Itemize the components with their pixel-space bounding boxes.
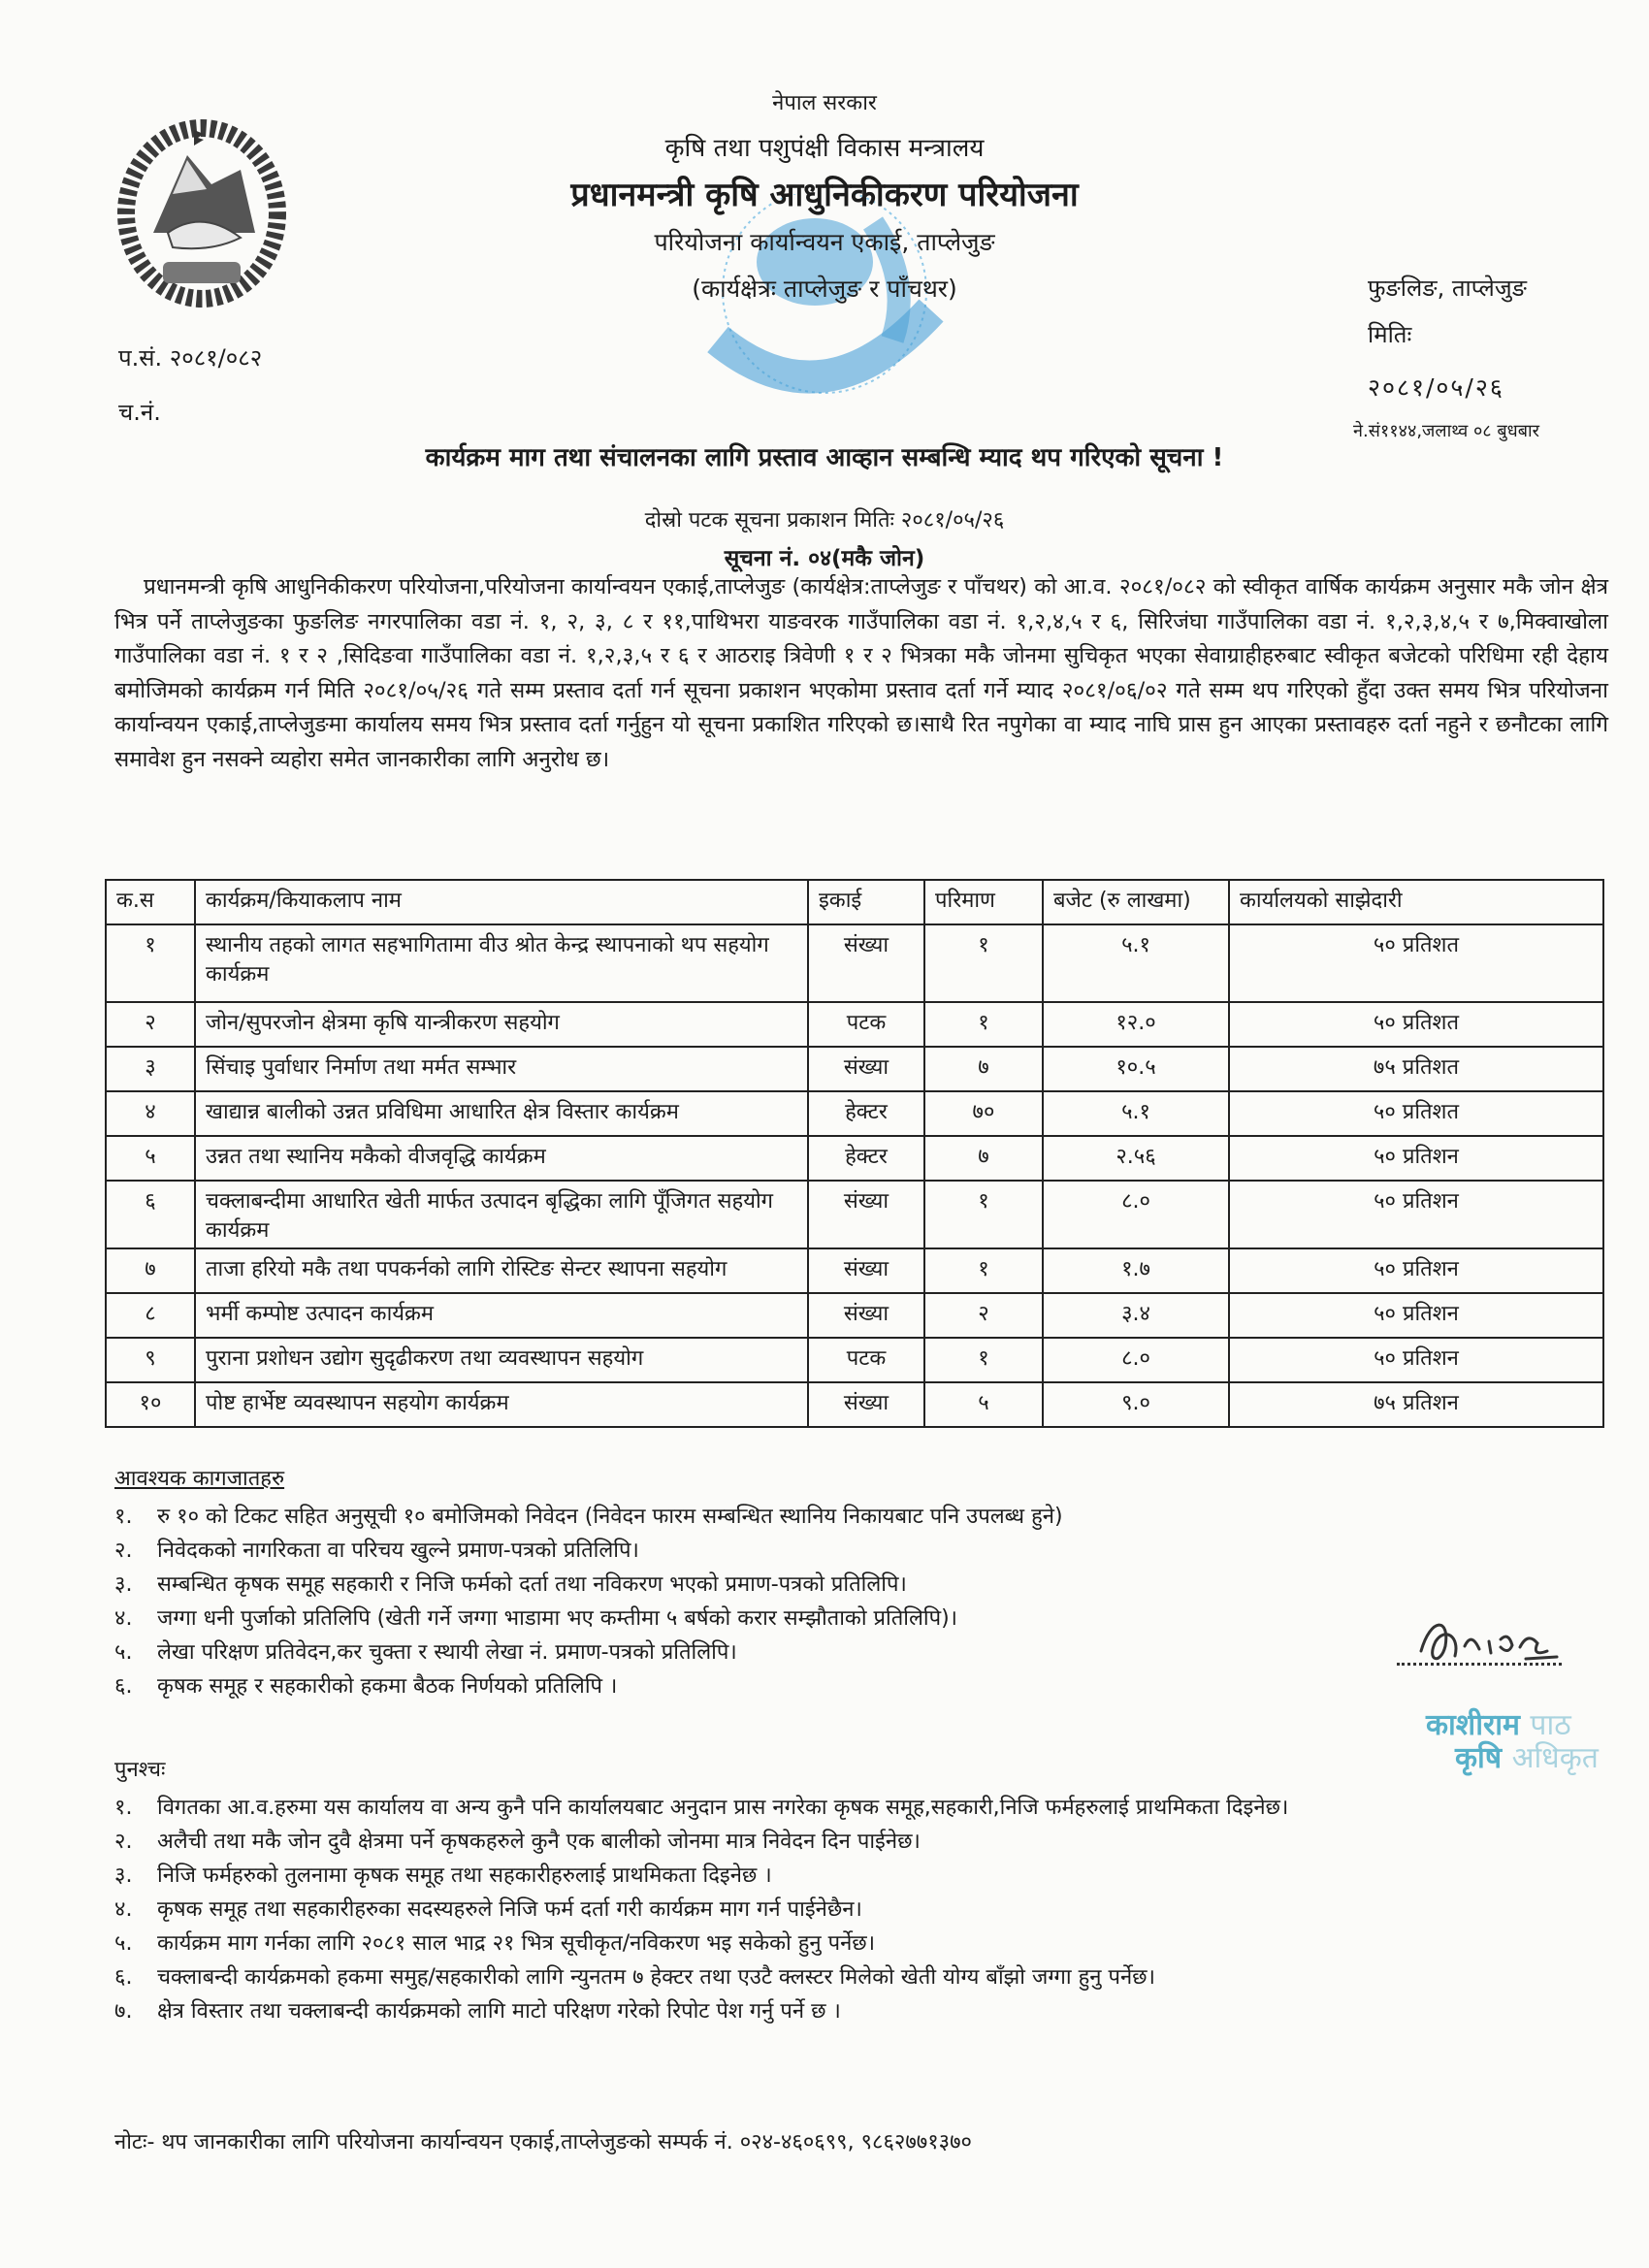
list-item: [114, 1602, 1063, 1636]
list-item-text: क्षेत्र विस्तार तथा चक्लाबन्दी कार्यक्रमको लागि माटो परिक्षण गरेको रिपोट पेश गर्नु पर्ने छ ।: [157, 1999, 841, 2024]
dispatch-number: च.नं.: [118, 399, 161, 426]
list-item: [114, 1960, 1288, 1994]
notice-number: सूचना नं. ०४(मकै जोन): [724, 546, 925, 571]
cell-quantity: ५: [924, 1382, 1043, 1427]
cell-quantity: ७: [924, 1047, 1043, 1091]
cell-quantity: १: [924, 1002, 1043, 1047]
cell-office-share: ७५ प्रतिशत: [1229, 1047, 1603, 1091]
list-item: [114, 1927, 1288, 1960]
list-item-text: जग्गा धनी पुर्जाको प्रतिलिपि (खेती गर्ने जग्गा भाडामा भए कम्तीमा ५ बर्षको करार सम्झौताको प्रतिलिपि)।: [157, 1606, 957, 1631]
list-item-text: अलैची तथा मकै जोन दुवै क्षेत्रमा पर्ने कृषकहरुले कुनै एक बालीको जोनमा मात्र निवेदन दिन पाईनेछ।: [157, 1830, 921, 1854]
cell-unit: पटक: [808, 1338, 924, 1382]
cell-quantity: १: [924, 1181, 1043, 1248]
project-name: प्रधानमन्त्री कृषि आधुनिकीकरण परियोजना: [570, 176, 1079, 214]
cell-office-share: ५० प्रतिशत: [1229, 924, 1603, 1002]
cell-office-share: ५० प्रतिशन: [1229, 1338, 1603, 1382]
cell-unit: संख्या: [808, 1047, 924, 1091]
stamp-designation: कृषि: [1455, 1741, 1503, 1775]
list-item-text: चक्लाबन्दी कार्यक्रमको हकमा समुह/सहकारीको लागि न्युनतम ७ हेक्टर तथा एउटै क्लस्टर मिलेको खेती योग्य बाँझो जग्गा हुनु पर्नेछ।: [157, 1965, 1155, 1990]
list-item-number: १.: [114, 1796, 133, 1820]
date-value: २०८१/०५/२६: [1368, 373, 1504, 402]
table-row: [106, 1338, 1603, 1382]
cell-serial: २: [106, 1002, 195, 1047]
table-row: [106, 1248, 1603, 1293]
table-row: [106, 1181, 1603, 1248]
cell-serial: ५: [106, 1136, 195, 1181]
cell-program-name: सिंचाइ पुर्वाधार निर्माण तथा मर्मत सम्भार: [195, 1047, 808, 1091]
cell-office-share: ५० प्रतिशन: [1229, 1181, 1603, 1248]
list-item: [114, 1893, 1288, 1927]
table-row: [106, 1382, 1603, 1427]
list-item-text: कृषक समूह र सहकारीको हकमा बैठक निर्णयको प्रतिलिपि ।: [157, 1674, 618, 1699]
list-item-number: ४.: [114, 1606, 133, 1631]
cell-serial: ३: [106, 1047, 195, 1091]
table-row: [106, 1047, 1603, 1091]
cell-serial: ९: [106, 1338, 195, 1382]
col-unit: इकाई: [808, 880, 924, 924]
cell-program-name: चक्लाबन्दीमा आधारित खेती मार्फत उत्पादन बृद्धिका लागि पूँजिगत सहयोग कार्यक्रम: [195, 1181, 808, 1248]
cell-budget: १२.०: [1043, 1002, 1229, 1047]
list-item-text: सम्बन्धित कृषक समूह सहकारी र निजि फर्मको दर्ता तथा नविकरण भएको प्रमाण-पत्रको प्रतिलिपि।: [157, 1572, 907, 1597]
cell-unit: हेक्टर: [808, 1136, 924, 1181]
list-item-number: १.: [114, 1505, 133, 1529]
cell-program-name: खाद्यान्न बालीको उन्नत प्रविधिमा आधारित क्षेत्र विस्तार कार्यक्रम: [195, 1091, 808, 1136]
list-item: [114, 1825, 1288, 1859]
stamp-name-faded: पाठ: [1530, 1708, 1571, 1742]
cell-unit: संख्या: [808, 1181, 924, 1248]
table-header-row: [106, 880, 1603, 924]
list-item-number: २.: [114, 1539, 133, 1563]
list-item-number: ५.: [114, 1931, 133, 1956]
notice-title: कार्यक्रम माग तथा संचालनका लागि प्रस्ताव आव्हान सम्बन्धि म्याद थप गरिएको सूचना !: [425, 443, 1224, 472]
cell-quantity: २: [924, 1293, 1043, 1338]
list-item-number: ७.: [114, 1999, 133, 2024]
list-item-text: कृषक समूह तथा सहकारीहरुका सदस्यहरुले निजि फर्म दर्ता गरी कार्यक्रम माग गर्न पाईनेछैन।: [157, 1897, 862, 1922]
cell-program-name: उन्नत तथा स्थानिय मकैको वीजवृद्धि कार्यक्रम: [195, 1136, 808, 1181]
list-item-number: ६.: [114, 1965, 133, 1990]
list-item-text: रु १० को टिकट सहित अनुसूची १० बमोजिमको निवेदन (निवेदन फारम सम्बन्धित स्थानिय निकायबाट पनि उपलब्ध हुने): [157, 1505, 1063, 1529]
list-item-number: ३.: [114, 1863, 133, 1888]
list-item-number: ४.: [114, 1897, 133, 1922]
list-item: [114, 1859, 1288, 1893]
postscript-title: पुनश्चः: [114, 1758, 166, 1782]
cell-budget: ८.०: [1043, 1181, 1229, 1248]
list-item: [114, 1791, 1288, 1825]
contact-note: नोटः- थप जानकारीका लागि परियोजना कार्यान्वयन एकाई,ताप्लेजुङको सम्पर्क नं. ०२४-४६०६९९, ९८६२७७१३७०: [114, 2130, 972, 2155]
government-name: नेपाल सरकार: [772, 91, 877, 115]
list-item-text: लेखा परिक्षण प्रतिवेदन,कर चुक्ता र स्थायी लेखा नं. प्रमाण-पत्रको प्रतिलिपि।: [157, 1640, 737, 1665]
cell-program-name: पोष्ट हार्भेष्ट व्यवस्थापन सहयोग कार्यक्रम: [195, 1382, 808, 1427]
cell-budget: २.५६: [1043, 1136, 1229, 1181]
col-program-name: कार्यक्रम/कियाकलाप नाम: [195, 880, 808, 924]
office-place: फुङलिङ, ताप्लेजुङ: [1368, 275, 1527, 302]
program-table: [105, 879, 1604, 1428]
unit-name: परियोजना कार्यान्वयन एकाई, ताप्लेजुङ: [654, 228, 995, 256]
cell-budget: ३.४: [1043, 1293, 1229, 1338]
list-item-text: विगतका आ.व.हरुमा यस कार्यालय वा अन्य कुनै पनि कार्यालयबाट अनुदान प्रास नगरेका कृषक समूह,सहकारी,निजि फर्महरुलाई प्राथमिकता दिइनेछ।: [157, 1796, 1289, 1820]
cell-office-share: ५० प्रतिशन: [1229, 1293, 1603, 1338]
list-item-text: निवेदकको नागरिकता वा परिचय खुल्ने प्रमाण-पत्रको प्रतिलिपि।: [157, 1539, 639, 1563]
list-item: [114, 1994, 1288, 2028]
list-item: [114, 1568, 1063, 1602]
list-item-number: ५.: [114, 1640, 133, 1665]
cell-unit: संख्या: [808, 1248, 924, 1293]
required-documents-list: [114, 1500, 1063, 1703]
list-item: [114, 1500, 1063, 1534]
cell-quantity: १: [924, 1248, 1043, 1293]
cell-budget: १.७: [1043, 1248, 1229, 1293]
col-quantity: परिमाण: [924, 880, 1043, 924]
cell-unit: संख्या: [808, 1293, 924, 1338]
signature-line: [1397, 1663, 1562, 1666]
stamp-designation-faded: अधिकृत: [1511, 1741, 1599, 1775]
cell-office-share: ५० प्रतिशत: [1229, 1091, 1603, 1136]
table-row: [106, 924, 1603, 1002]
col-serial: क.स: [106, 880, 195, 924]
cell-serial: ७: [106, 1248, 195, 1293]
list-item-text: कार्यक्रम माग गर्नका लागि २०८१ साल भाद्र २१ भित्र सूचीकृत/नविकरण भइ सकेको हुनु पर्नेछ।: [157, 1931, 876, 1956]
list-item: [114, 1669, 1063, 1703]
stamp-name: काशीराम: [1426, 1708, 1520, 1742]
officer-name-stamp: [1426, 1709, 1599, 1775]
cell-budget: ५.१: [1043, 1091, 1229, 1136]
cell-program-name: ताजा हरियो मकै तथा पपकर्नको लागि रोस्टिङ सेन्टर स्थापना सहयोग: [195, 1248, 808, 1293]
ministry-name: कृषि तथा पशुपंक्षी विकास मन्त्रालय: [664, 134, 985, 163]
postscript-list: [114, 1791, 1288, 2028]
cell-program-name: पुराना प्रशोधन उद्योग सुदृढीकरण तथा व्यवस्थापन सहयोग: [195, 1338, 808, 1382]
cell-budget: ५.१: [1043, 924, 1229, 1002]
nepal-sambat-date: ने.सं११४४,जलाथ्व ०८ बुधबार: [1353, 421, 1540, 441]
cell-unit: पटक: [808, 1002, 924, 1047]
cell-quantity: ७०: [924, 1091, 1043, 1136]
cell-quantity: १: [924, 1338, 1043, 1382]
date-label: मितिः: [1368, 321, 1412, 348]
cell-office-share: ७५ प्रतिशन: [1229, 1382, 1603, 1427]
table-row: [106, 1091, 1603, 1136]
required-documents-title: आवश्यक कागजातहरु: [114, 1467, 285, 1491]
cell-program-name: स्थानीय तहको लागत सहभागितामा वीउ श्रोत केन्द्र स्थापनाको थप सहयोग कार्यक्रम: [195, 924, 808, 1002]
cell-serial: १: [106, 924, 195, 1002]
letter-number: प.सं. २०८१/०८२: [118, 344, 263, 372]
cell-program-name: भर्मी कम्पोष्ट उत्पादन कार्यक्रम: [195, 1293, 808, 1338]
list-item-number: २.: [114, 1830, 133, 1854]
handwritten-signature: [1411, 1612, 1567, 1670]
cell-unit: हेक्टर: [808, 1091, 924, 1136]
cell-serial: ८: [106, 1293, 195, 1338]
second-publication-date: दोस्रो पटक सूचना प्रकाशन मितिः २०८१/०५/२६: [644, 508, 1005, 533]
list-item-text: निजि फर्महरुको तुलनामा कृषक समूह तथा सहकारीहरुलाई प्राथमिकता दिइनेछ ।: [157, 1863, 772, 1888]
cell-serial: ४: [106, 1091, 195, 1136]
cell-serial: १०: [106, 1382, 195, 1427]
cell-quantity: ७: [924, 1136, 1043, 1181]
table-row: [106, 1002, 1603, 1047]
cell-office-share: ५० प्रतिशन: [1229, 1136, 1603, 1181]
cell-program-name: जोन/सुपरजोन क्षेत्रमा कृषि यान्त्रीकरण सहयोग: [195, 1002, 808, 1047]
cell-unit: संख्या: [808, 1382, 924, 1427]
table-row: [106, 1136, 1603, 1181]
col-budget: बजेट (रु लाखमा): [1043, 880, 1229, 924]
cell-budget: ९.०: [1043, 1382, 1229, 1427]
list-item: [114, 1636, 1063, 1669]
cell-quantity: १: [924, 924, 1043, 1002]
table-row: [106, 1293, 1603, 1338]
notice-body: प्रधानमन्त्री कृषि आधुनिकीकरण परियोजना,परियोजना कार्यान्वयन एकाई,ताप्लेजुङ (कार्यक्षेत्र:ताप्लेजुङ र पाँचथर) को आ.व. २०८१/०८२ को स्वीकृत वार्षिक कार्यक्रम अनुसार मकै जोन क्षेत्र भित्र पर्ने ताप्लेजुङका फुङलिङ नगरपालिका वडा नं. १, २, ३, ८ र ११,पाथिभरा याङवरक गाउँपालिका वडा नं. १,२,४,५ र ६, सिरिजंघा गाउँपालिका वडा नं. १,२,३,४,५ र ७,मिक्वाखोला गाउँपालिका वडा नं. १ र २ ,सिदिङवा गाउँपालिका वडा नं. १,२,३,५ र ६ र आठराइ त्रिवेणी १ र २ भित्रका मकै जोनमा सुचिकृत भएका सेवाग्राहीहरुबाट स्वीकृत बजेटको परिधिमा रही देहाय बमोजिमको कार्यक्रम गर्न मिति २०८१/०५/२६ गते सम्म प्रस्ताव दर्ता गर्न सूचना प्रकाशन भएकोमा प्रस्ताव दर्ता गर्ने म्याद २०८१/०६/०२ गते सम्म थप गरिएको हुँदा उक्त समय भित्र परियोजना कार्यान्वयन एकाई,ताप्लेजुङमा कार्यालय समय भित्र प्रस्ताव दर्ता गर्नुहुन यो सूचना प्रकाशित गरिएको छ।साथै रित नपुगेका वा म्याद नाघि प्रास हुन आएका प्रस्तावहरु दर्ता नहुने र छनौटका लागि समावेश हुन नसक्ने व्यहोरा समेत जानकारीका लागि अनुरोध छ।: [114, 574, 1608, 772]
list-item-number: ६.: [114, 1674, 133, 1699]
cell-office-share: ५० प्रतिशत: [1229, 1002, 1603, 1047]
cell-budget: १०.५: [1043, 1047, 1229, 1091]
work-area: (कार्यक्षेत्रः ताप्लेजुङ र पाँचथर): [692, 275, 957, 303]
list-item-number: ३.: [114, 1572, 133, 1597]
cell-unit: संख्या: [808, 924, 924, 1002]
cell-serial: ६: [106, 1181, 195, 1248]
cell-office-share: ५० प्रतिशन: [1229, 1248, 1603, 1293]
list-item: [114, 1534, 1063, 1568]
col-office-share: कार्यालयको साझेदारी: [1229, 880, 1603, 924]
cell-budget: ८.०: [1043, 1338, 1229, 1382]
